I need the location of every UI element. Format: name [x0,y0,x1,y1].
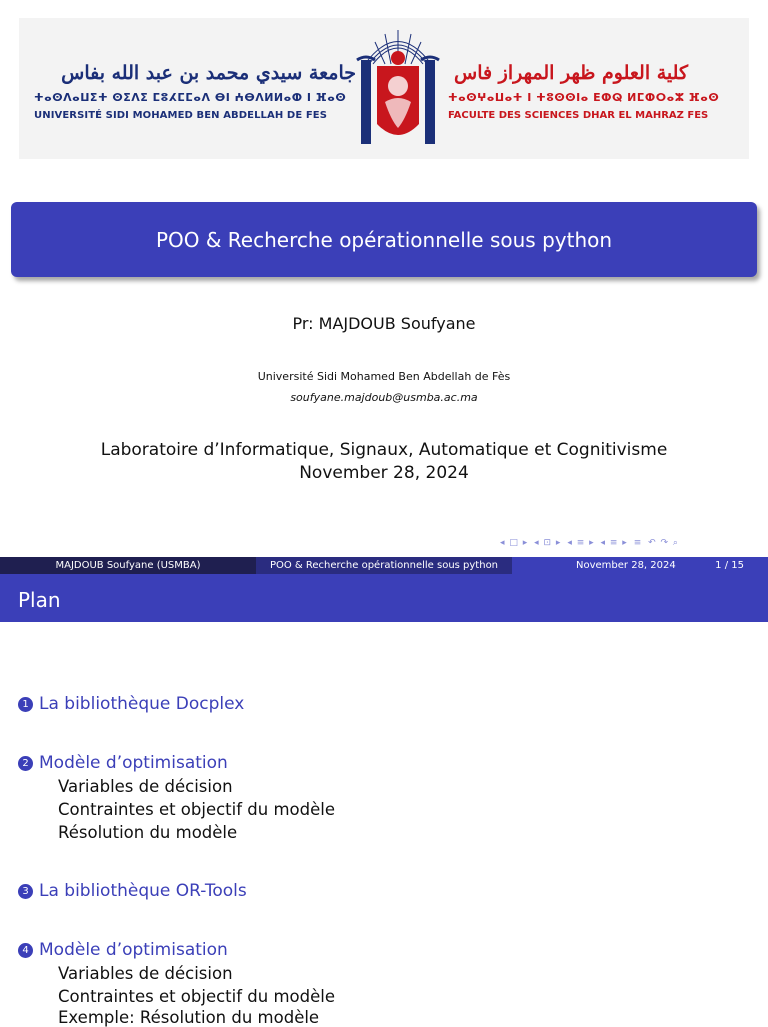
toc-section-2[interactable] [18,753,228,773]
presentation-title: POO & Recherche opérationnelle sous python [155,227,613,252]
university-emblem-icon [355,24,441,152]
toc-section-3[interactable] [18,881,247,901]
university-name-tifinagh: ⵜⴰⵙⴷⴰⵡⵉⵜ ⵙⵉⴷⵉ ⵎⵓⵃⵎⵎⴰⴷ ⴱⵏ ⵄⴱⴷⵍⵍⴰⵀ ⵏ ⴼⴰⵙ [34,91,347,104]
author-email: soufyane.majdoub@usmba.ac.ma [290,391,478,404]
toc-section-label: La bibliothèque OR-Tools [39,881,247,901]
toc-section-4[interactable] [18,940,228,960]
section-number-badge: 4 [18,943,33,958]
toc-subsection[interactable]: Contraintes et objectif du modèle [58,800,335,819]
plan-heading: Plan [0,574,768,622]
toc-section-label: La bibliothèque Docplex [39,694,245,714]
faculty-name-french: FACULTE DES SCIENCES DHAR EL MAHRAZ FES [448,110,709,121]
author-name: Pr: MAJDOUB Soufyane [292,314,476,333]
toc-subsection[interactable]: Variables de décision [58,777,233,796]
toc-subsection[interactable]: Exemple: Résolution du modèle [58,1008,320,1027]
section-number-badge: 1 [18,697,33,712]
toc-subsection[interactable]: Variables de décision [58,964,233,983]
presentation-title-box [11,202,757,277]
nav-menu-icon[interactable]: ≡ [633,538,643,548]
section-number-badge: 3 [18,884,33,899]
toc-subsection[interactable]: Contraintes et objectif du modèle [58,987,335,1006]
faculty-name-arabic: كلية العلوم ظهر المهراز فاس [454,62,688,84]
toc-section-label: Modèle d’optimisation [39,753,228,773]
nav-subsection-icon[interactable]: ◂ ⊡ ▸ [534,538,562,548]
nav-search-icon[interactable]: ↶ ↷ ⌕ [648,538,679,548]
university-name-arabic: جامعة سيدي محمد بن عبد الله بفاس [61,62,356,84]
toc-subsection[interactable]: Résolution du modèle [58,823,238,842]
laboratory-name: Laboratoire d’Informatique, Signaux, Automatique et Cognitivisme [100,440,668,460]
institution-name: Université Sidi Mohamed Ben Abdellah de Fès [257,370,511,383]
toc-section-label: Modèle d’optimisation [39,940,228,960]
footer-title: POO & Recherche opérationnelle sous python [256,557,512,574]
university-name-french: UNIVERSITÉ SIDI MOHAMED BEN ABDELLAH DE FES [34,110,327,121]
nav-document-icon[interactable]: ◂ ≡ ▸ [600,538,628,548]
presentation-date: November 28, 2024 [299,463,469,483]
nav-frame-icon[interactable]: ◂ □ ▸ [500,538,529,548]
faculty-name-tifinagh: ⵜⴰⵙⵖⴰⵡⴰⵜ ⵏ ⵜⵓⵙⵙⵏⴰ ⴹⵀⵕ ⵍⵎⵀⵔⴰⵣ ⴼⴰⵙ [448,91,720,104]
toc-section-1[interactable] [18,694,244,714]
footer-author: MAJDOUB Soufyane (USMBA) [0,557,256,574]
slide-footer [0,557,768,574]
beamer-navigation-bar [500,538,681,548]
footer-date: November 28, 2024 [576,560,676,571]
footer-page-number: 1 / 15 [715,560,744,571]
nav-section-icon[interactable]: ◂ ≡ ▸ [567,538,595,548]
section-number-badge: 2 [18,756,33,771]
footer-right [512,557,768,574]
